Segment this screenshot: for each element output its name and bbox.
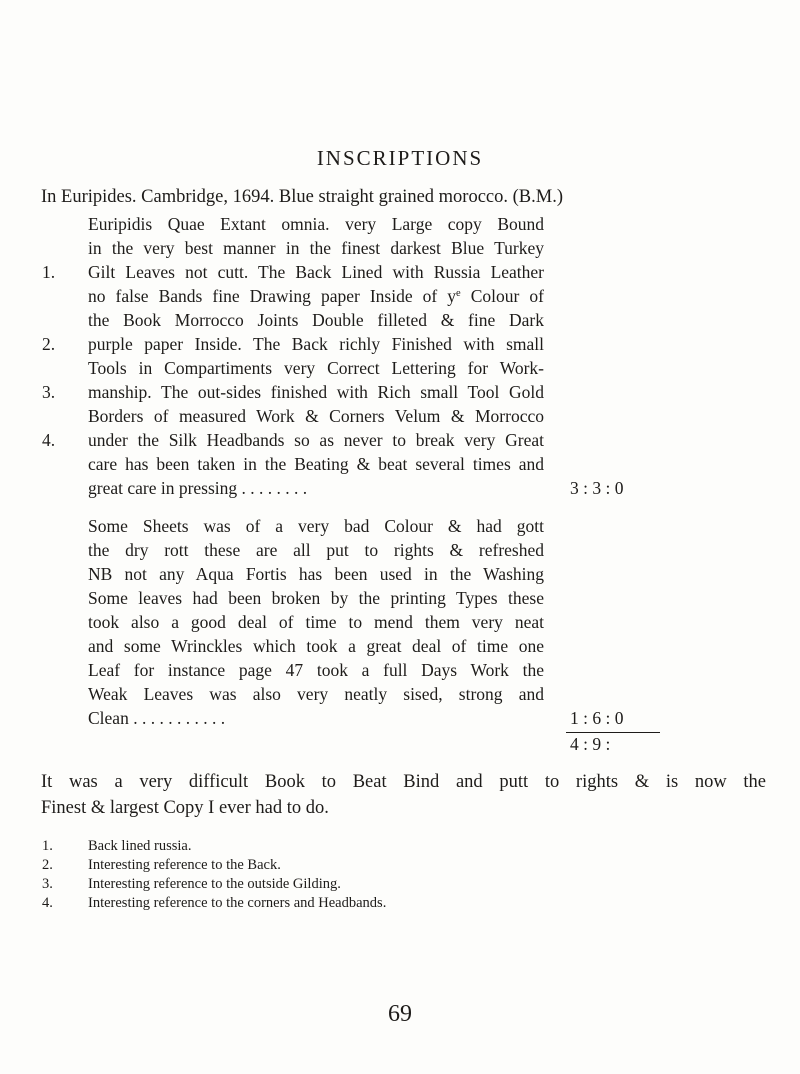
inscription-line-leader: great care in pressing . . . . . . . . <box>88 478 308 498</box>
amount-second: 1 : 6 : 0 <box>570 708 624 728</box>
note-line: the dry rott these are all put to rights & refreshed <box>88 540 544 560</box>
inscription-line: Borders of measured Work & Corners Velum & Morrocco <box>88 406 544 426</box>
footnote-number: 3. <box>42 876 53 892</box>
inscription-line: purple paper Inside. The Back richly Finished with small <box>88 334 544 354</box>
note-line: Leaf for instance page 47 took a full Days Work the <box>88 660 544 680</box>
page-number: 69 <box>388 1001 412 1027</box>
footnote-text: Back lined russia. <box>88 838 192 854</box>
inscription-line: under the Silk Headbands so as never to break very Great <box>88 430 544 450</box>
inscription-line-with-superscript <box>88 285 544 308</box>
footnote-text: Interesting reference to the Back. <box>88 857 281 873</box>
footnote-number: 2. <box>42 857 53 873</box>
inscription-line: the Book Morrocco Joints Double filleted & fine Dark <box>88 310 544 330</box>
note-line: took also a good deal of time to mend them very neat <box>88 612 544 632</box>
inscription-line-tail: Colour of <box>460 286 544 306</box>
note-line: and some Wrinckles which took a great deal of time one <box>88 636 544 656</box>
margin-number: 3. <box>42 382 56 402</box>
inscription-line: Euripidis Quae Extant omnia. very Large copy Bound <box>88 214 544 234</box>
closing-line: It was a very difficult Book to Beat Bind and putt to rights & is now the <box>41 772 766 792</box>
amount-first: 3 : 3 : 0 <box>570 478 624 498</box>
margin-number: 2. <box>42 334 56 354</box>
amount-total: 4 : 9 : <box>570 734 611 754</box>
superscript-e: e <box>456 288 461 299</box>
page-heading: INSCRIPTIONS <box>316 146 484 170</box>
entry-heading: In Euripides. Cambridge, 1694. Blue straight grained morocco. (B.M.) <box>41 187 564 207</box>
inscription-line: care has been taken in the Beating & beat several times and <box>88 454 544 474</box>
closing-line: Finest & largest Copy I ever had to do. <box>41 798 329 818</box>
footnote-text: Interesting reference to the outside Gilding. <box>88 876 341 892</box>
footnote-number: 4. <box>42 895 53 911</box>
margin-number: 1. <box>42 262 56 282</box>
footnote-number: 1. <box>42 838 53 854</box>
inscription-line: Tools in Compartiments very Correct Lettering for Work- <box>88 358 544 378</box>
note-line-leader: Clean . . . . . . . . . . . <box>88 708 226 728</box>
inscription-line: in the very best manner in the finest darkest Blue Turkey <box>88 238 544 258</box>
note-line: Some Sheets was of a very bad Colour & had gott <box>88 516 544 536</box>
inscription-line-text: no false Bands fine Drawing paper Inside of y <box>88 286 457 306</box>
note-line: Some leaves had been broken by the printing Types these <box>88 588 544 608</box>
note-line: Weak Leaves was also very neatly sised, strong and <box>88 684 544 704</box>
inscription-line: manship. The out-sides finished with Rich small Tool Gold <box>88 382 544 402</box>
footnote-text: Interesting reference to the corners and Headbands. <box>88 895 387 911</box>
inscription-line: Gilt Leaves not cutt. The Back Lined with Russia Leather <box>88 262 544 282</box>
note-line: NB not any Aqua Fortis has been used in the Washing <box>88 564 544 584</box>
margin-number: 4. <box>42 430 56 450</box>
